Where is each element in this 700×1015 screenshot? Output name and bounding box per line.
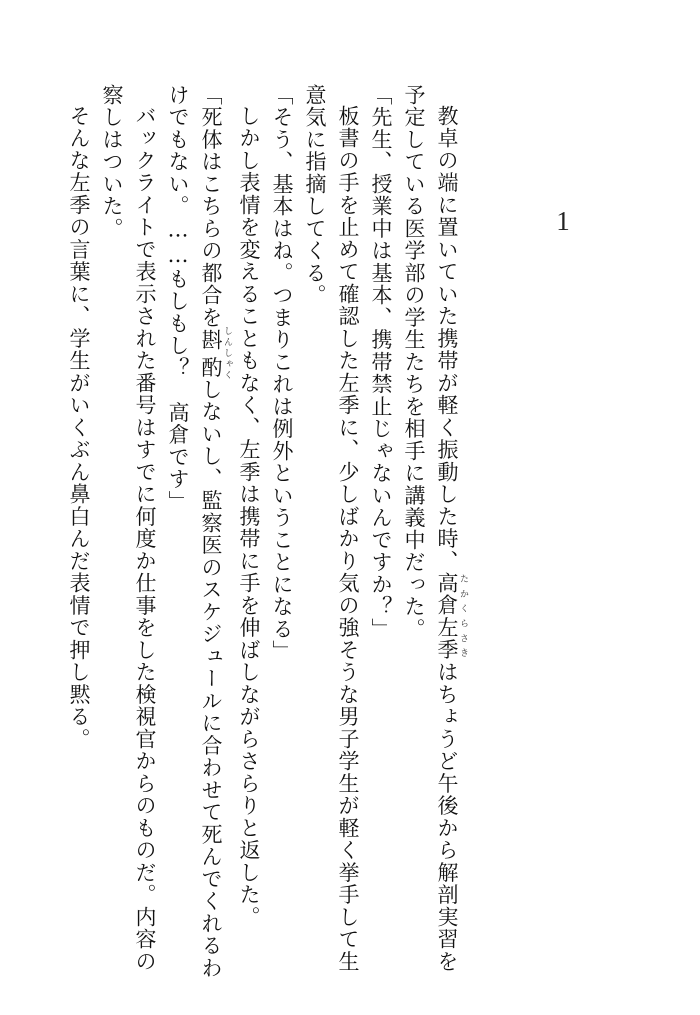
- paragraph-1-text-end: はちょうど午後から解剖実習を予定している医学部の学生たちを相手に講義中だった。: [402, 84, 459, 973]
- ruby-base-name: 高倉左季: [435, 572, 459, 662]
- paragraph-4-dialogue: 「そう、基本はね。つまりこれは例外ということになる」: [270, 84, 294, 663]
- paragraph-6-text-end: しないし、監察医のスケジュールに合わせて死んでくれるわけでもない。……もしもし？ 高倉です」: [166, 84, 223, 980]
- paragraph-1: [397, 84, 468, 984]
- ruby-base-word: 斟酌: [199, 326, 223, 382]
- paragraph-3: 板書の手を止めて確認した左季に、少しばかり気の強そうな男子学生が軽く挙手して生意気に指摘してくる。: [303, 84, 360, 973]
- paragraph-6-text-start: 「死体はこちらの都合を: [199, 84, 223, 329]
- word-ruby: [199, 326, 232, 382]
- paragraph-8: そんな左季の言葉に、学生がいくぶん鼻白んだ表情で押し黙る。: [67, 105, 91, 751]
- chapter-number: 1: [556, 206, 570, 236]
- vertical-text-body: [62, 84, 468, 984]
- paragraph-7: バックライトで表示された番号はすでに何度か仕事をした検視官からのものだ。内容の察しはついた。: [100, 84, 157, 973]
- paragraph-6-dialogue: [161, 84, 232, 984]
- paragraph-5: しかし表情を変えることもなく、左季は携帯に手を伸ばしながらさらりと返した。: [237, 105, 261, 929]
- ruby-reading-name: たかくらさき: [458, 572, 468, 662]
- paragraph-1-text-start: 教卓の端に置いていた携帯が軽く振動した時、: [435, 105, 459, 573]
- name-ruby: [435, 572, 468, 662]
- paragraph-2-dialogue: 「先生、授業中は基本、携帯禁止じゃないんですか？」: [369, 84, 393, 641]
- ruby-reading-word: しんしゃく: [222, 326, 232, 382]
